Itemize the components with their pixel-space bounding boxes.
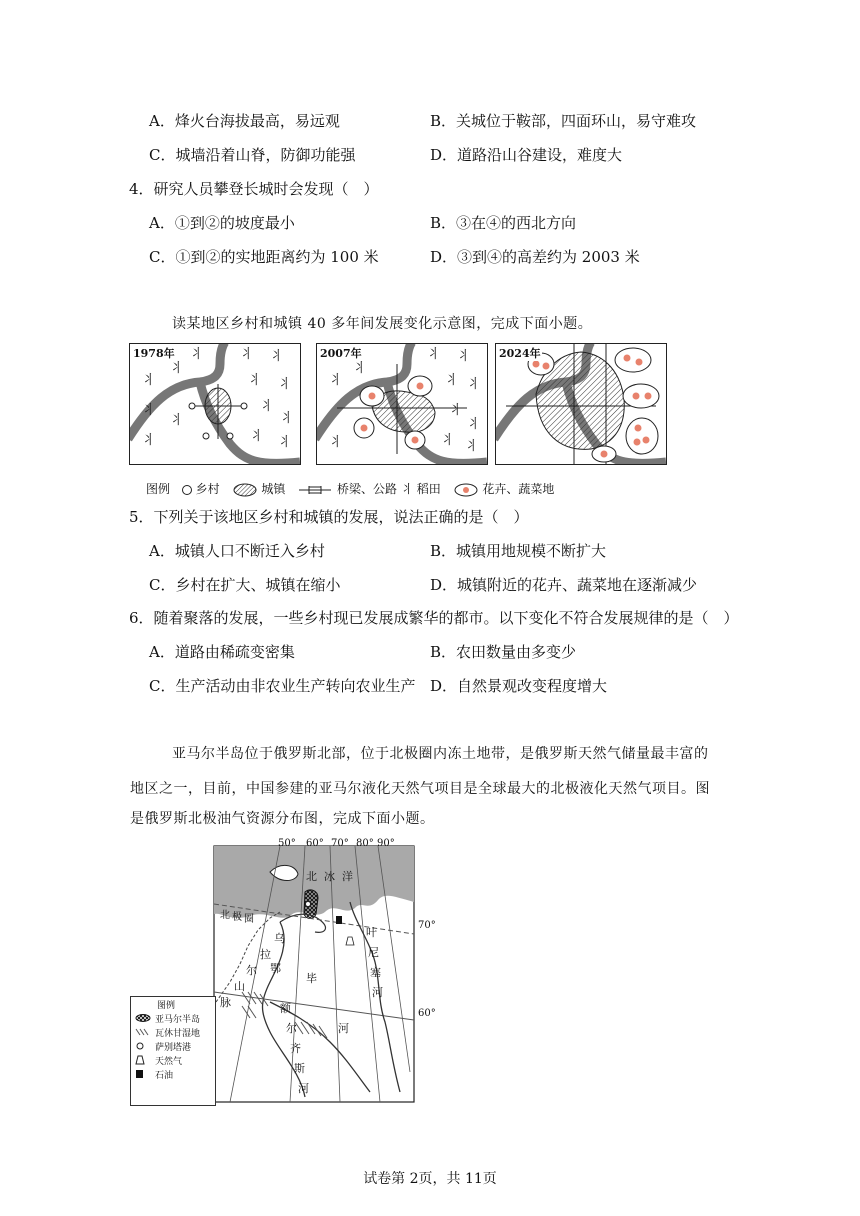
q4-option-b: B．③在④的西北方向: [430, 214, 577, 232]
ocean-char-3: 洋: [342, 870, 353, 883]
svg-text:⺦: ⺦: [250, 429, 264, 444]
passage-line-1: 亚马尔半岛位于俄罗斯北部，位于北极圈内冻土地带，是俄罗斯天然气储量最丰富的: [172, 746, 709, 762]
map-legend-port: 萨别塔港: [131, 1039, 215, 1053]
svg-text:⺦: ⺦: [465, 439, 479, 454]
irtysh-char-1: 额: [280, 1002, 291, 1015]
page-footer: 试卷第 2页，共 11页: [363, 1171, 497, 1187]
panel-2024: [495, 343, 667, 465]
q5-option-c: C．乡村在扩大、城镇在缩小: [149, 576, 341, 594]
lat-label-70: 70°: [418, 920, 436, 931]
ob-char-1: 鄂: [270, 962, 281, 975]
yamal-icon: [135, 1014, 151, 1022]
svg-text:⺦: ⺦: [142, 403, 156, 418]
svg-text:⺦: ⺦: [142, 373, 156, 388]
svg-text:⺦: ⺦: [427, 347, 441, 362]
arctic-circle-char-1: 北: [220, 910, 230, 921]
town-icon: [232, 483, 258, 497]
legend-title: 图例: [146, 482, 171, 496]
legend-garden: 花卉、蔬菜地: [482, 482, 555, 496]
q6-option-b: B．农田数量由多变少: [430, 643, 577, 661]
svg-text:⺦: ⺦: [441, 433, 455, 448]
irtysh-char-2: 尔: [286, 1022, 297, 1035]
q6-option-a: A．道路由稀疏变密集: [149, 643, 295, 661]
port-icon: [135, 1042, 151, 1050]
svg-text:⺦: ⺦: [270, 349, 284, 364]
lon-label-80: 80°: [356, 838, 374, 849]
legend-bridge-road: 桥梁、公路: [337, 482, 398, 496]
panel-2007-map: [317, 344, 487, 464]
legend-village: 乡村: [195, 482, 220, 496]
svg-text:⺦: ⺦: [280, 411, 294, 426]
lon-label-60: 60°: [306, 838, 324, 849]
svg-text:⺦: ⺦: [260, 399, 274, 414]
irtysh-char-4: 斯: [294, 1062, 305, 1075]
panel-1978: [129, 343, 301, 465]
lon-label-90: 90°: [377, 838, 395, 849]
svg-text:⺦: ⺦: [190, 347, 204, 362]
q4-option-c: C．①到②的实地距离约为 100 米: [149, 248, 379, 266]
ural-char-1: 乌: [274, 932, 285, 945]
ural-char-4: 山: [234, 980, 245, 993]
ob-char-3: 河: [338, 1022, 349, 1035]
ocean-char-2: 冰: [324, 870, 335, 883]
svg-text:⺦: ⺦: [467, 377, 481, 392]
q3-option-b: B．关城位于鞍部，四面环山，易守难攻: [430, 112, 697, 130]
panel-1978-year: 1978年: [133, 347, 175, 360]
q5-stem: 5．下列关于该地区乡村和城镇的发展，说法正确的是（ ）: [129, 508, 529, 526]
svg-text:⺦: ⺦: [467, 417, 481, 432]
svg-text:⺦: ⺦: [240, 347, 254, 362]
panel-2007-year: 2007年: [320, 347, 362, 360]
q6-option-c: C．生产活动由非农业生产转向农业生产: [149, 677, 416, 695]
ural-char-3: 尔: [246, 964, 257, 977]
svg-text:⺦: ⺦: [278, 377, 292, 392]
yenisei-char-4: 河: [372, 986, 383, 999]
q4-stem: 4．研究人员攀登长城时会发现（ ）: [129, 180, 379, 198]
rice-field-icon: ⺦: [400, 482, 413, 496]
irtysh-char-3: 齐: [290, 1042, 301, 1055]
map-legend-wetland: 瓦休甘湿地: [131, 1025, 215, 1039]
map-legend: [130, 996, 216, 1106]
lon-label-70: 70°: [331, 838, 349, 849]
passage-line-2: 地区之一，目前，中国参建的亚马尔液化天然气项目是全球最大的北极液化天然气项目。图: [130, 781, 710, 797]
legend-town: 城镇: [261, 482, 286, 496]
ob-char-2: 毕: [306, 972, 317, 985]
svg-text:⺦: ⺦: [170, 361, 184, 376]
map-legend-oil: 石油: [131, 1067, 215, 1081]
map-legend-title: 图例: [157, 1000, 176, 1011]
svg-text:⺦: ⺦: [457, 349, 471, 364]
svg-text:⺦: ⺦: [329, 373, 343, 388]
svg-text:⺦: ⺦: [142, 433, 156, 448]
oil-marker: [336, 916, 342, 924]
q3-option-d: D．道路沿山谷建设，难度大: [430, 146, 623, 164]
q5-option-d: D．城镇附近的花卉、蔬菜地在逐渐减少: [430, 576, 698, 594]
panel-1978-map: [130, 344, 300, 464]
map-legend-gas: 天然气: [131, 1053, 215, 1067]
ural-char-5: 脉: [220, 996, 231, 1009]
q4-option-d: D．③到④的高差约为 2003 米: [430, 248, 640, 266]
q5-option-a: A．城镇人口不断迁入乡村: [149, 542, 325, 560]
q5-option-b: B．城镇用地规模不断扩大: [430, 542, 607, 560]
svg-text:⺦: ⺦: [329, 435, 343, 450]
panel-2024-map: [496, 344, 666, 464]
q3-option-c: C．城墙沿着山脊，防御功能强: [149, 146, 356, 164]
wetland-icon: [135, 1028, 151, 1036]
bridge-road-icon: [297, 483, 333, 497]
svg-text:⺦: ⺦: [449, 403, 463, 418]
legend-rice: 稻田: [416, 482, 441, 496]
panel-2007: [316, 343, 488, 465]
arctic-circle-char-3: 圈: [244, 914, 254, 925]
yenisei-char-3: 塞: [370, 966, 381, 979]
lon-label-50: 50°: [278, 838, 296, 849]
gas-icon: [135, 1055, 151, 1065]
irtysh-char-5: 河: [298, 1082, 309, 1095]
svg-text:⺦: ⺦: [248, 373, 262, 388]
yenisei-char-1: 叶: [366, 926, 377, 939]
svg-text:⺦: ⺦: [445, 373, 459, 388]
garden-icon: [453, 483, 479, 497]
q4-option-a: A．①到②的坡度最小: [149, 214, 295, 232]
arctic-circle-char-2: 极: [232, 912, 242, 923]
svg-text:⺦: ⺦: [278, 435, 292, 450]
q3-option-a: A．烽火台海拔最高，易远观: [149, 112, 340, 130]
ocean-char-1: 北: [306, 870, 317, 883]
q6-stem: 6．随着聚落的发展，一些乡村现已发展成繁华的都市。以下变化不符合发展规律的是（ ）: [129, 609, 739, 627]
passage-line-3: 是俄罗斯北极油气资源分布图，完成下面小题。: [130, 811, 435, 827]
q6-option-d: D．自然景观改变程度增大: [430, 677, 608, 695]
village-icon: [182, 485, 192, 495]
yenisei-char-2: 尼: [368, 946, 379, 959]
figure1-legend: [146, 480, 554, 497]
ural-char-2: 拉: [260, 948, 271, 961]
map-legend-yamal: 亚马尔半岛: [131, 1011, 215, 1025]
lat-label-60: 60°: [418, 1008, 436, 1019]
svg-text:⺦: ⺦: [353, 361, 367, 376]
panel-2024-year: 2024年: [499, 347, 541, 360]
figure1-intro: 读某地区乡村和城镇 40 多年间发展变化示意图，完成下面小题。: [172, 316, 593, 332]
oil-icon: [135, 1069, 151, 1079]
svg-text:⺦: ⺦: [170, 413, 184, 428]
